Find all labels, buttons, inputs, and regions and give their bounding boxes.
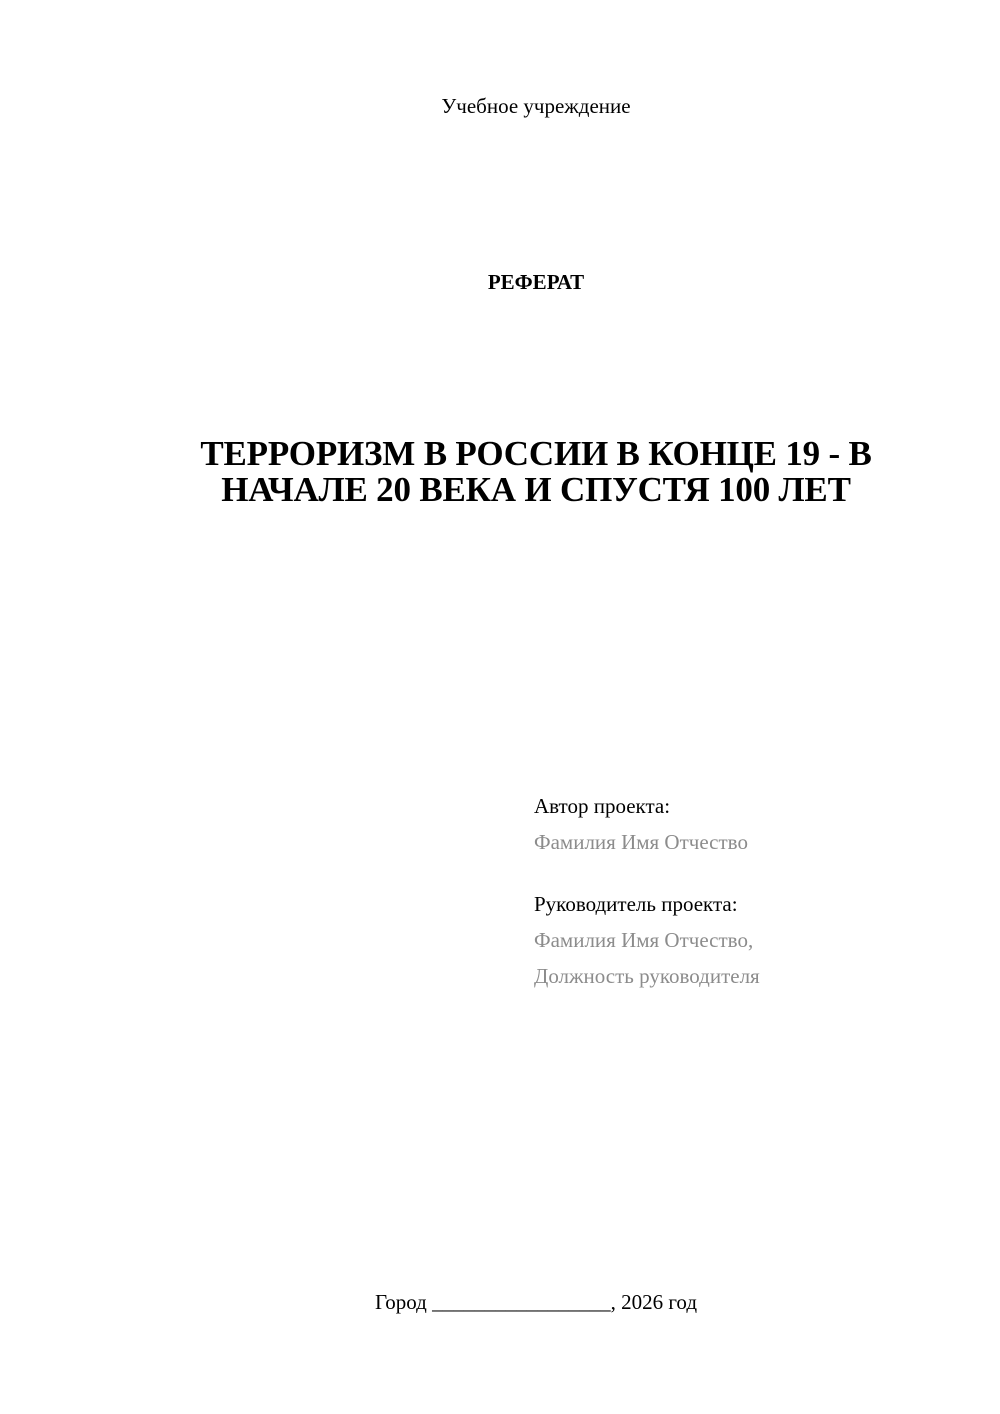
institution-name: Учебное учреждение bbox=[441, 94, 631, 118]
document-title bbox=[150, 436, 922, 508]
city-year-line: Город _________________, 2026 год bbox=[374, 1290, 698, 1314]
supervisor-position: Должность руководителя bbox=[534, 964, 760, 988]
supervisor-name: Фамилия Имя Отчество, bbox=[534, 928, 754, 952]
authors-block bbox=[534, 788, 974, 994]
authors-spacer bbox=[534, 860, 974, 886]
author-name: Фамилия Имя Отчество bbox=[534, 830, 748, 854]
supervisor-label: Руководитель проекта: bbox=[534, 892, 738, 916]
document-type: РЕФЕРАТ bbox=[487, 270, 585, 294]
author-label: Автор проекта: bbox=[534, 794, 671, 818]
title-line-2: НАЧАЛЕ 20 ВЕКА И СПУСТЯ 100 ЛЕТ bbox=[221, 470, 851, 509]
title-line-1: ТЕРРОРИЗМ В РОССИИ В КОНЦЕ 19 - В bbox=[200, 434, 872, 473]
